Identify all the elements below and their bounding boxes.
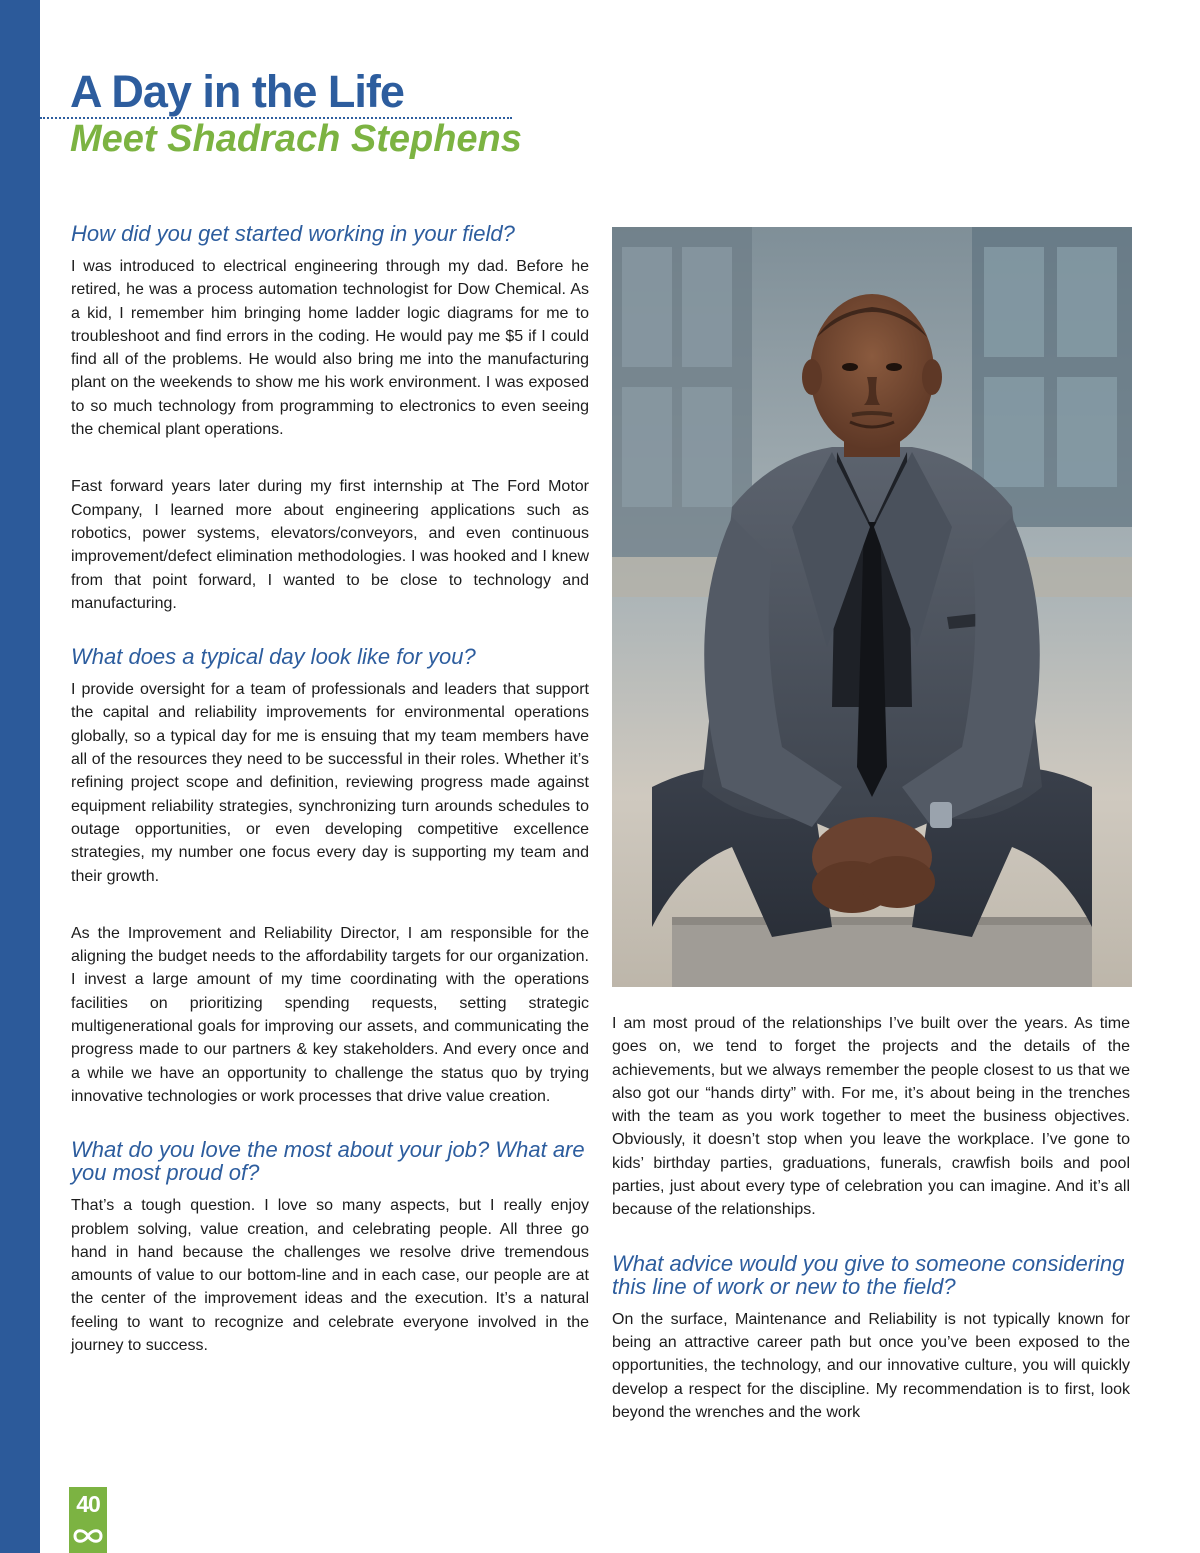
page-number-badge xyxy=(69,1487,107,1553)
answer-paragraph: Fast forward years later during my first internship at The Ford Motor Company, I learned more about engineering applications such as robotics, power systems, elevators/conveyors, and even continuous improvement/defect elimination methodologies. I was hooked and I knew from that point forward, I wanted to be close to technology and manufacturing. xyxy=(71,478,589,612)
right-column xyxy=(612,1012,1130,1424)
page-subtitle: Meet Shadrach Stephens xyxy=(70,118,522,160)
page-number: 40 xyxy=(76,1491,100,1517)
portrait-photo xyxy=(612,227,1132,987)
answer-paragraph: I am most proud of the relationships I’ve built over the years. As time goes on, we tend to forget the projects and the details of the achievements, but we always remember the people closest to us that we also got our “hands dirty” with. For me, it’s about being in the trenches with the team as you work together to meet the business objectives. Obviously, it doesn’t stop when you leave the workplace. I’ve gone to kids’ birthday parties, graduations, funerals, crawfish boils and pool parties, just about every type of celebration you can imagine. And it’s all because of the relationships. xyxy=(612,1015,1130,1219)
answer-paragraph: I was introduced to electrical engineering through my dad. Before he retired, he was a process automation technologist for Dow Chemical. As a kid, I remember him bringing home ladder logic diagrams for me to troubleshoot and find errors in the coding. He would pay me $5 if I could find all of the problems. He would also bring me into the manufacturing plant on the weekends to show me his work environment. I was exposed to so much technology from programming to electronics to even seeing the chemical plant operations. xyxy=(71,258,589,439)
question-heading-1: How did you get started working in your field? xyxy=(71,221,515,246)
page-title: A Day in the Life xyxy=(70,66,404,117)
answer-paragraph: As the Improvement and Reliability Director, I am responsible for the aligning the budget needs to the affordability targets for our organization. I invest a large amount of my time coordinating with the operations facilities on prioritizing spending requests, setting strategic multigenerational goals for improving our assets, and communicating the progress made to our partners & key stakeholders. And every once and a while we have an opportunity to challenge the status quo by trying innovative technologies or work processes that drive value creation. xyxy=(71,924,589,1105)
left-column xyxy=(71,222,589,1357)
portrait-illustration xyxy=(612,227,1132,987)
answer-paragraph: On the surface, Maintenance and Reliability is not typically known for being an attractive career path but once you’ve been exposed to the opportunities, the technology, and our innovative culture, you will quickly develop a respect for the discipline. My recommendation is to first, look beyond the wrenches and the work xyxy=(612,1310,1130,1421)
question-heading-3: What do you love the most about your job? What are you most proud of? xyxy=(71,1137,585,1186)
question-heading-4: What advice would you give to someone considering this line of work or new to the field? xyxy=(612,1250,1125,1299)
infinity-logo-icon xyxy=(69,1523,107,1549)
answer-paragraph: I provide oversight for a team of professionals and leaders that support the capital and reliability improvements for environmental operations globally, so a typical day for me is ensuing that my team members have all of the resources they need to be successful in their roles. Whether it’s refining project scope and definition, reviewing progress made against equipment reliability strategies, synchronizing turn arounds schedules to outage opportunities, or even developing competitive excellence strategies, my number one focus every day is supporting my team and their growth. xyxy=(71,681,589,885)
left-sidebar-stripe xyxy=(0,0,40,1553)
answer-paragraph: That’s a tough question. I love so many aspects, but I really enjoy problem solving, value creation, and celebrating people. All three go hand in hand because the challenges we resolve drive tremendous amounts of value to our bottom-line and in each case, our people are at the center of the improvement ideas and the execution. It’s a natural feeling to want to recognize and celebrate everyone involved in the journey to success. xyxy=(71,1197,589,1354)
question-heading-2: What does a typical day look like for you? xyxy=(71,644,476,670)
